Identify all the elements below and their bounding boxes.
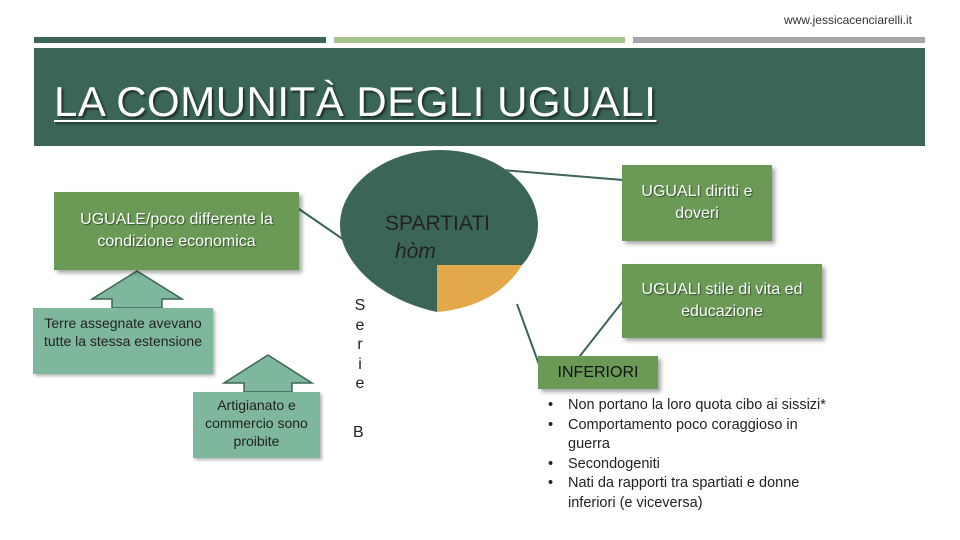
list-item: • Nati da rapporti tra spartiati e donne inferiori (e viceversa) — [542, 474, 842, 513]
list-item: • Comportamento poco coraggioso in guerra — [542, 416, 842, 455]
serie-letter: r — [357, 336, 363, 354]
economic-condition-label: UGUALE/poco differente la condizione economica — [80, 211, 273, 250]
page-title: LA COMUNITÀ DEGLI UGUALI — [54, 78, 657, 125]
inferiori-box — [538, 356, 658, 389]
inferiori-slice — [437, 265, 522, 312]
serie-letter: e — [355, 375, 365, 393]
land-box — [33, 308, 213, 374]
lifestyle-box — [622, 264, 822, 338]
website-url: www.jessicacenciarelli.it — [783, 13, 912, 27]
inferiori-list — [542, 396, 842, 513]
land-label: Terre assegnate avevano tutte la stessa estensione — [44, 315, 202, 350]
hom-label: hòm — [395, 240, 436, 263]
trade-label: Artigianato e commercio sono proibite — [205, 397, 308, 450]
serie-vertical-label — [353, 296, 367, 394]
trade-box — [193, 392, 320, 458]
serie-b-label: B — [353, 424, 364, 441]
list-item: • Non portano la loro quota cibo ai sissizi* — [542, 396, 842, 416]
serie-letter: S — [354, 297, 366, 314]
spartiati-label: SPARTIATI — [384, 212, 491, 235]
arrow-up-left — [92, 271, 182, 308]
lifestyle-label: UGUALI stile di vita ed educazione — [641, 281, 803, 320]
serie-letter: e — [355, 316, 365, 334]
serie-letter: i — [358, 355, 362, 373]
arrow-up-right — [224, 355, 312, 392]
rights-label: UGUALI diritti e doveri — [641, 183, 753, 222]
economic-condition-box — [54, 192, 299, 270]
rights-box — [622, 165, 772, 241]
list-item: • Secondogeniti — [542, 455, 842, 475]
connector-left — [299, 209, 347, 242]
inferiori-title: INFERIORI — [557, 363, 639, 381]
